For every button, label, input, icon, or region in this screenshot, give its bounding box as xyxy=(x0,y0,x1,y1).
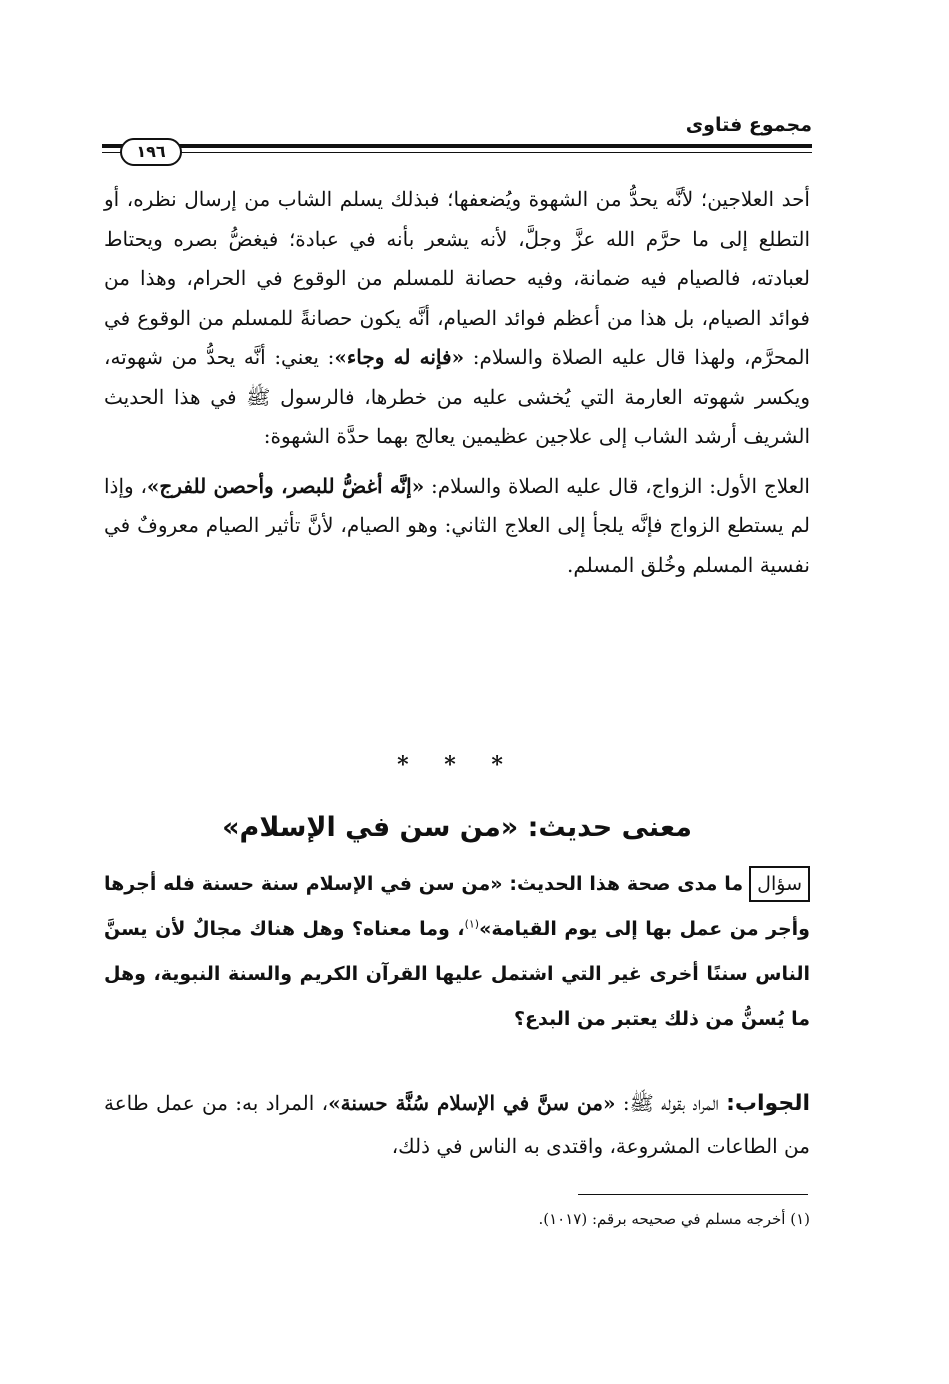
question-label: سؤال xyxy=(749,866,810,902)
answer-block xyxy=(104,1082,810,1167)
answer-label: الجواب: xyxy=(726,1091,811,1116)
answer-text-b: ، المراد به: من عمل طاعة من الطاعات المشروعة، واقتدى به الناس في ذلك، xyxy=(104,1091,810,1158)
paragraph-2-hadith: «إنَّه أغضُّ للبصر، وأحصن للفرج» xyxy=(146,473,425,498)
footnote-rule xyxy=(578,1194,808,1195)
running-title: مجموع فتاوى xyxy=(685,114,812,136)
paragraph-1 xyxy=(104,180,810,457)
answer-hadith: «من سنَّ في الإسلام سُنَّة حسنة» xyxy=(328,1091,616,1115)
body-text xyxy=(104,180,810,585)
page-number-badge: ١٩٦ xyxy=(120,138,182,166)
paragraph-2-text-a: العلاج الأول: الزواج، قال عليه الصلاة والسلام: xyxy=(424,473,810,498)
answer-text-a: المراد بقوله ﷺ: xyxy=(615,1091,727,1115)
question-text-b: ، وما معناه؟ وهل هناك مجالٌ لأن يسنَّ الناس سننًا أخرى غير التي اشتمل عليها القرآن الكريم والسنة النبوية، وهل ما يُسنُّ من ذلك يعتبر من البدع؟ xyxy=(104,918,810,1030)
question-block xyxy=(104,862,810,1042)
footnote-ref: (١) xyxy=(464,917,480,931)
paragraph-1-text-b: : يعني: أنَّه يحدُّ من شهوته، ويكسر شهوته العارمة التي يُخشى عليه من خطرها، فالرسول ﷺ في هذا الحديث الشريف أرشد الشاب إلى علاجين عظيمين يعالج بهما حدَّة الشهوة: xyxy=(104,345,810,448)
page-header xyxy=(102,112,812,174)
paragraph-2-text-b: ، وإذا لم يستطع الزواج فإنَّه يلجأ إلى العلاج الثاني: وهو الصيام، لأنَّ تأثير الصيام معروفٌ في نفسية المسلم وخُلق المسلم. xyxy=(104,473,810,577)
footnote: (١) أخرجه مسلم في صحيحه برقم: (١٠١٧). xyxy=(538,1210,810,1228)
header-rule-thick xyxy=(102,144,812,148)
section-separator: * * * xyxy=(397,752,517,778)
question-text-a: ما مدى صحة هذا الحديث: «من سن في الإسلام سنة حسنة فله أجرها وأجر من عمل بها إلى يوم القيامة» xyxy=(104,873,810,940)
paragraph-2 xyxy=(104,467,810,586)
paragraph-1-text-a: أحد العلاجين؛ لأنَّه يحدُّ من الشهوة ويُضعفها؛ فبذلك يسلم الشاب من إرسال نظره، أو التطلع إلى ما حرَّم الله عزَّ وجلَّ، لأنه يشعر بأنه في عبادة؛ فيغضُّ بصره ويحتاط لعبادته، فالصيام فيه ضمانة، وفيه حصانة للمسلم من الوقوع في الحرام، وهذا من فوائد الصيام، بل هذا من أعظم فوائد الصيام، أنَّه يكون حصانةً للمسلم من الوقوع في المحرَّم، ولهذا قال عليه الصلاة والسلام: xyxy=(104,187,810,369)
header-rule-thin xyxy=(102,152,812,153)
paragraph-1-hadith: «فإنه له وجاء» xyxy=(334,345,465,369)
section-title: معنى حديث: «من سن في الإسلام» xyxy=(222,812,692,843)
